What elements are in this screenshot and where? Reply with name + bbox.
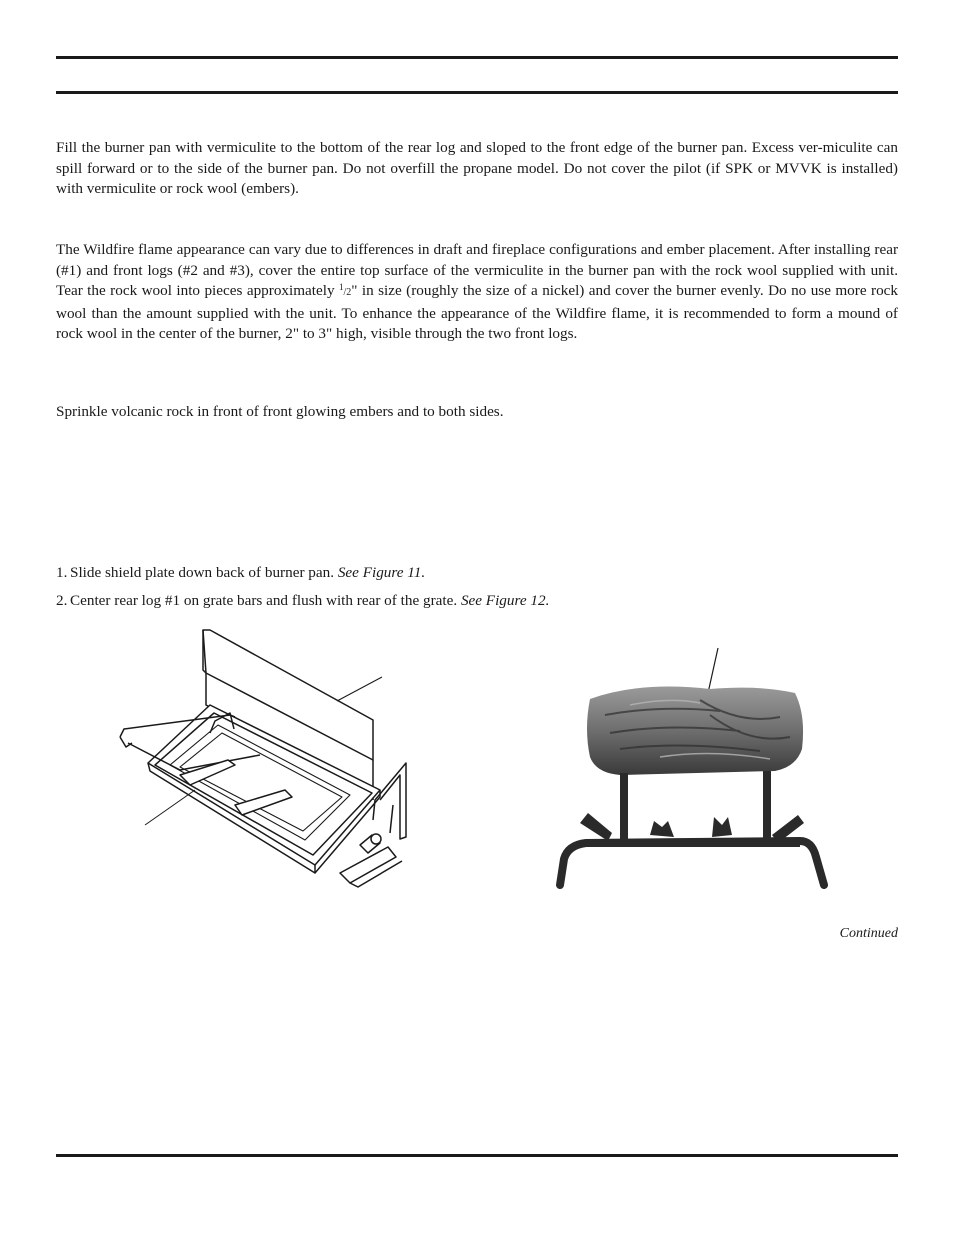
rock-wool-text-b: " in size (roughly the size of a nickel) and cover the burner evenly. Do no use more rock wool than the amount supplied with the unit. To enhance the appearance of the Wildfire flame, it is recommended to form a mound of rock wool in the center of the burner, 2" to 3" high, visible through the two front logs. [56, 282, 898, 343]
rock-wool-text-a: The Wildfire flame appearance can vary due to differences in draft and fireplace configurations and ember placement. After installing rear (#1) and front logs (#2 and #3), cover the entire top surface of the vermiculite in the burner pan with the rock wool supplied with unit. Tear the rock wool into pieces approximately [56, 241, 898, 300]
figure-11-shield-plate-illustration [110, 625, 420, 895]
figure-12-rear-log-on-grate-illustration [550, 645, 840, 895]
figure-reference: See Figure 11. [337, 564, 426, 581]
fraction-denominator: /2 [343, 287, 352, 299]
footer-rule [56, 1154, 898, 1157]
header-rule-top [56, 56, 898, 59]
step-number: 2. [56, 592, 68, 609]
step-number: 1. [56, 564, 68, 581]
step-text: Center rear log #1 on grate bars and flush with rear of the grate. [70, 592, 461, 609]
figure-reference: See Figure 12. [460, 592, 550, 609]
paragraph-volcanic-rock: Sprinkle volcanic rock in front of front glowing embers and to both sides. [56, 403, 504, 420]
step-2 [56, 591, 549, 611]
paragraph-vermiculite: Fill the burner pan with vermiculite to the bottom of the rear log and sloped to the front edge of the burner pan. Excess ver-miculite can spill forward or to the side of the burner pan. Do not overfill the propane model. Do not cover the pilot (if SPK or MVVK is installed) with vermiculite or rock wool (embers). [56, 139, 898, 198]
header-rule-bottom [56, 91, 898, 94]
continued-label: Continued [839, 926, 898, 941]
fraction-numerator: 1 [338, 282, 344, 293]
paragraph-rock-wool [56, 240, 898, 345]
step-text: Slide shield plate down back of burner pan. [70, 564, 338, 581]
step-1 [56, 563, 425, 583]
